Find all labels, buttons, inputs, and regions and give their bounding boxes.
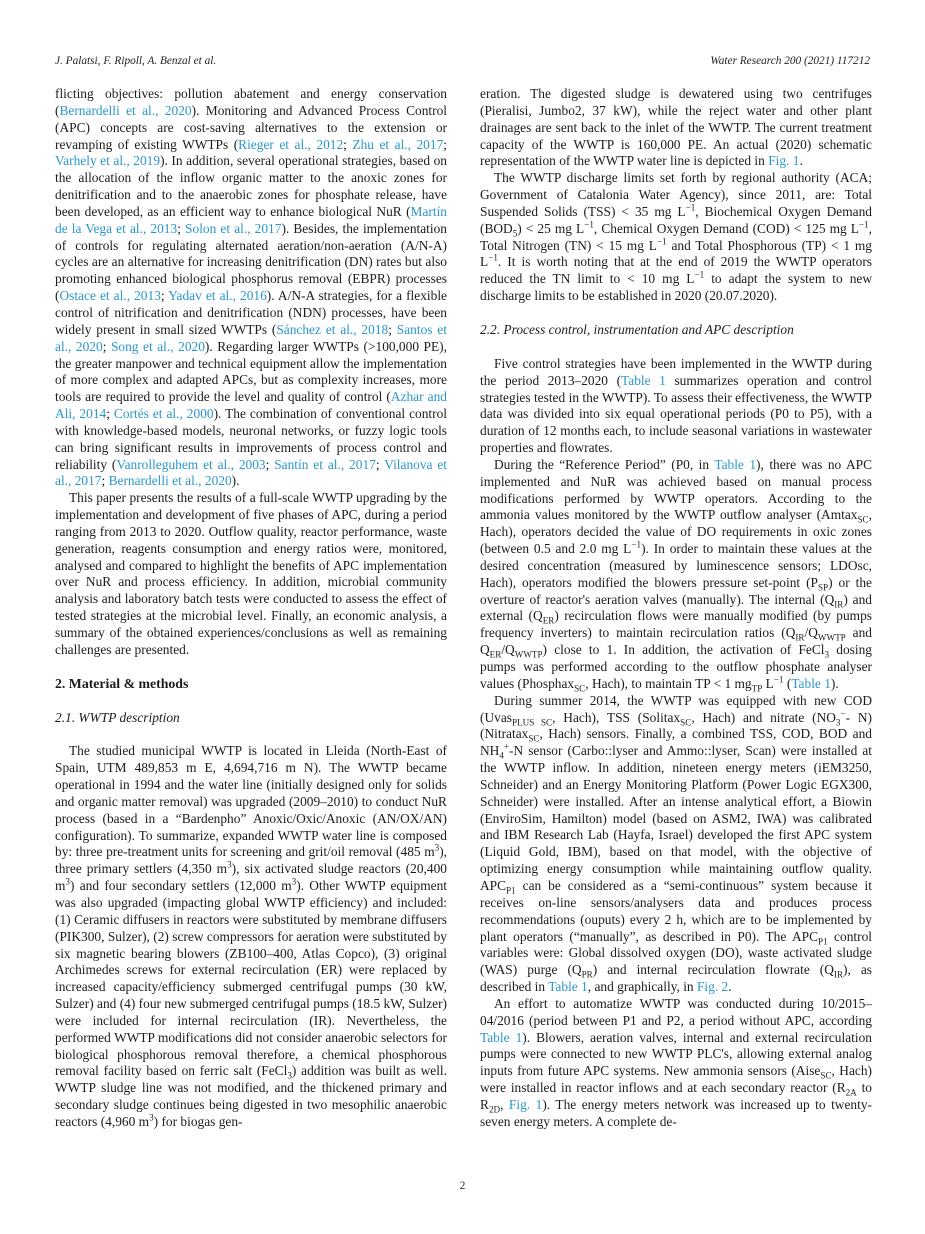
citation-link[interactable]: Azhar and Ali, 2014 [55, 389, 447, 422]
citation-link[interactable]: Yadav et al., 2016 [168, 288, 267, 304]
subsection-heading: 2.2. Process control, instrumentation and APC description [480, 321, 794, 337]
citation-link[interactable]: Sánchez et al., 2018 [276, 321, 389, 337]
table-link[interactable]: Table 1 [791, 675, 831, 691]
citation-link[interactable]: Vilanova et al., 2017 [55, 456, 448, 489]
citation-link[interactable]: Ostace et al., 2013 [59, 288, 161, 304]
citation-link[interactable]: Vanrolleguhem et al., 2003 [116, 456, 266, 472]
paragraph: eration. The digested sludge is dewatered using two centrifuges (Pieralisi, Jumbo2, 37 kW), while the reject water and other plant drainages are sent back to the inlet of the WWTP. The current treatment capacity of the WWTP is 160,000 PE. An actual (2020) schematic representation of the WWTP water line is depicted in Fig. 1. [480, 86, 872, 169]
paragraph: An effort to automatize WWTP was conducted during 10/2015–04/2016 (period between P1 and P2, a period without APC, according Table 1). Blowers, aeration valves, internal and external recirculation pumps were connected to new WWTP PLC's, allowing external analog inputs from future APC systems. New ammonia sensors (Aise$_{SC}$, Hach) were installed in reactor inflows and at each secondary reactor ($R_{2A}$ to $R_{2D}$, Fig. 1). The energy meters network was increased up to twenty-seven energy meters. A complete de- [480, 995, 872, 1129]
article-body [55, 86, 872, 1131]
citation-link[interactable]: Martín de la Vega et al., 2013 [55, 203, 447, 236]
table-link[interactable]: Table 1 [480, 1029, 523, 1045]
subsection-heading: 2.1. WWTP description [55, 709, 180, 725]
citation-link[interactable]: Song et al., 2020 [110, 338, 205, 354]
citation-link[interactable]: Varhely et al., 2019 [55, 153, 161, 169]
table-link[interactable]: Table 1 [548, 979, 588, 995]
citation-link[interactable]: Santos et al., 2020 [55, 321, 447, 354]
paragraph: The WWTP discharge limits set forth by regional authority (ACA; Government of Catalonia Water Agency), since 2011, are: Total Suspended Solids (TSS) < 35 mg $L^{-1}$, Biochemical Oxygen Demand $(BOD_5) < 25$ mg $L^{-1}$, Chemical Oxygen Demand (COD) < 125 mg $L^{-1}$, Total Nitrogen (TN) < 15 mg $L^{-1}$ and Total Phosphorous (TP) < 1 mg $L^{-1}$. It is worth noting that at the end of 2019 the WWTP operators reduced the TN limit to < 10 mg $L^{-1}$ to adapt the system to new discharge limits to be established in 2020 (20.07.2020). [480, 170, 872, 304]
page-number: 2 [459, 1180, 466, 1192]
paragraph: This paper presents the results of a full-scale WWTP upgrading by the implementation and development of five phases of APC, during a period ranging from 2013 to 2020. Outflow quality, reactor performance, waste generation, reagents consumption and energy ratios were, monitored, analysed and compared to highlight the benefits of APC implementation over NuR and process efficiency. In addition, microbial community analysis and laboratory batch tests were conducted to assess the effect of tested strategies at the microbial level. Finally, an economic analysis, a summary of the obtained experiences/conclusions as well as remaining challenges are presented. [55, 490, 447, 657]
paragraph: During the “Reference Period” (P0, in Table 1), there was no APC implemented and NuR was achieved based on manual process modifications performed by WWTP operators. According to the ammonia values monitored by the WWTP outflow analyser (Amtax$_{SC}$, Hach), operators decided the value of DO requirements in oxic zones (between 0.5 and 2.0 mg $L^{-1}$). In order to maintain these values at the desired concentration (measured by luminescence sensors; LDOsc, Hach), operators modified the blowers pressure set-point $(P_{SP})$ or the overture of reactor's aeration valves (manually). The internal $(Q_{IR})$ and external $(Q_{ER})$ recirculation flows were manually modified (by pumps frequency inverters) to maintain recirculation ratios ($Q_{IR}/Q_{WWTP}$ and $Q_{ER}/Q_{WWTP}$) close to 1. In addition, the activation of FeCl$_3$ dosing pumps was performed according to the outflow phosphate analyser values (Phosphax$_{SC}$, Hach), to maintain TP < 1 $mg_{TP}$ $L^{-1}$ (Table 1). [480, 456, 873, 694]
header-authors: J. Palatsi, F. Ripoll, A. Benzal et al. [55, 55, 217, 67]
paragraph: flicting objectives: pollution abatement and energy conservation (Bernardelli et al., 2020). Monitoring and Advanced Process Control (APC) concepts are cost-saving alternatives to the extension or revamping of existing WWTPs (Rieger et al., 2012; Zhu et al., 2017; Varhely et al., 2019). In addition, several operational strategies, based on the allocation of the inflow organic matter to the anoxic zones for denitrification and to the anaerobic zones for phosphate release, have been developed, as an efficient way to enhance biological NuR (Martín de la Vega et al., 2013; Solon et al., 2017). Besides, the implementation of controls for regulating alternated aeration/non-aeration (A/N-A) cycles are an alternative for increasing denitrification (DN) rates but also promoting enhanced biological phosphorus removal (EBPR) processes (Ostace et al., 2013; Yadav et al., 2016). A/N-A strategies, for a flexible control of nitrification and denitrification (NDN) processes, have been widely present in small sized WWTPs (Sánchez et al., 2018; Santos et al., 2020; Song et al., 2020). Regarding larger WWTPs (>100,000 PE), the greater manpower and technical equipment allow the implementation of more complex and adapted APCs, but as complexity increases, more tools are required to provide the level and quality of control (Azhar and Ali, 2014; Cortés et al., 2000). The combination of conventional control with knowledge-based models, neuronal networks, or fuzzy logic tools can bring significant results in improvements of process control and reliability (Vanrolleguhem et al., 2003; Santín et al., 2017; Vilanova et al., 2017; Bernardelli et al., 2020). [55, 86, 448, 489]
section-heading: 2. Material & methods [55, 675, 189, 691]
citation-link[interactable]: Bernardelli et al., 2020 [59, 102, 192, 118]
right-column [480, 86, 872, 1131]
citation-link[interactable]: Zhu et al., 2017 [352, 136, 444, 152]
citation-link[interactable]: Cortés et al., 2000 [113, 406, 214, 422]
paragraph: Five control strategies have been implemented in the WWTP during the period 2013–2020 (Table 1 summarizes operation and control strategies tested in the WWTP). To assess their effectiveness, the WWTP data was divided into six equal operational periods (P0 to P5), with a duration of 12 months each, to include seasonal variations in wastewater properties and flowrates. [480, 355, 873, 456]
figure-link[interactable]: Fig. 1 [768, 153, 800, 169]
table-link[interactable]: Table 1 [621, 372, 666, 388]
citation-link[interactable]: Santín et al., 2017 [274, 456, 376, 472]
figure-link[interactable]: Fig. 1 [508, 1096, 543, 1112]
header-journal-ref: Water Research 200 (2021) 117212 [710, 55, 870, 67]
running-header [55, 55, 870, 67]
left-column [55, 86, 447, 1131]
citation-link[interactable]: Solon et al., 2017 [185, 220, 282, 236]
paragraph: The studied municipal WWTP is located in Lleida (North-East of Spain, UTM 489,853 m E, 4,694,716 m N). The WWTP became operational in 1994 and the water line (initially designed only for solids and organic matter removal) was upgraded (2009–2010) to conduct NuR process (based in a “Bardenpho” Anoxic/Oxic/Anoxic (AN/OX/AN) configuration). To summarize, expanded WWTP water line is composed by: three pre-treatment units for screening and grit/oil removal (485 $m^3$), three primary settlers (4,350 $m^3$), six activated sludge reactors (20,400 $m^3$) and four secondary settlers (12,000 $m^3$). Other WWTP equipment was also upgraded (impacting global WWTP efficiency) and included: (1) Ceramic diffusers in reactors were substituted by membrane diffusers (PIK300, Sulzer), (2) screw compressors for aeration were substituted by six magnetic bearing blowers (ZB100–400, Atlas Copco), (3) original Archimedes screws for external recirculation (ER) were replaced by increased capacity/efficiency submerged centrifugal pumps (30 kW, Sulzer) and (4) four new submerged centrifugal pumps (18.5 kW, Sulzer) were included for internal recirculation (IR). Nevertheless, the performed WWTP modifications did not consider anaerobic selectors for biological phosphorous removal therefore, a chemical phosphorous removal facility based on ferric salt (FeCl$_3$) addition was built as well. WWTP sludge line was not modified, and the thickened primary and secondary sludge continues being digested in two mesophilic anaerobic reactors (4,960 $m^3$) for biogas gen- [55, 743, 447, 1129]
paragraph: During summer 2014, the WWTP was equipped with new COD (Uvas$_{PLUS SC}$, Hach), TSS (Solitax$_{SC}$, Hach) and nitrate ($NO_3^--$ N) (Nitratax$_{SC}$, Hach) sensors. Finally, a combined TSS, COD, BOD and $NH_4^+-N$ sensor (Carbo::lyser and Ammo::lyser, Scan) were installed at the WWTP inflow. In addition, nineteen energy meters (iEM3250, Schneider) and an Energy Monitoring Platform (Power Logic EGX300, Schneider) were installed. After an intense analytical effort, a Biowin (EnviroSim, Hamilton) model (based on ASM2, IWA) was calibrated and IBM Research Lab (Hayfa, Israel) developed the first APC system (Liquid Gold, IBM), based on that model, with the objective of optimizing energy consumption while maintaining outflow quality. $APC_{P1}$ can be considered as a “semi-continuous” system because it receives on-line sensors/analysers data and produces process recommendations (ouputs) every 2 h, which are to be implemented by plant operators (“manually”, as described in P0). The $APC_{P1}$ control variables were: Global dissolved oxygen (DO), waste activated sludge (WAS) purge $(Q_{PR})$ and internal recirculation flowrate $(Q_{IR})$, as described in Table 1, and graphically, in Fig. 2. [480, 692, 872, 995]
citation-link[interactable]: Rieger et al., 2012 [238, 136, 344, 152]
figure-link[interactable]: Fig. 2 [696, 979, 729, 995]
table-link[interactable]: Table 1 [714, 456, 757, 472]
citation-link[interactable]: Bernardelli et al., 2020 [108, 473, 232, 489]
